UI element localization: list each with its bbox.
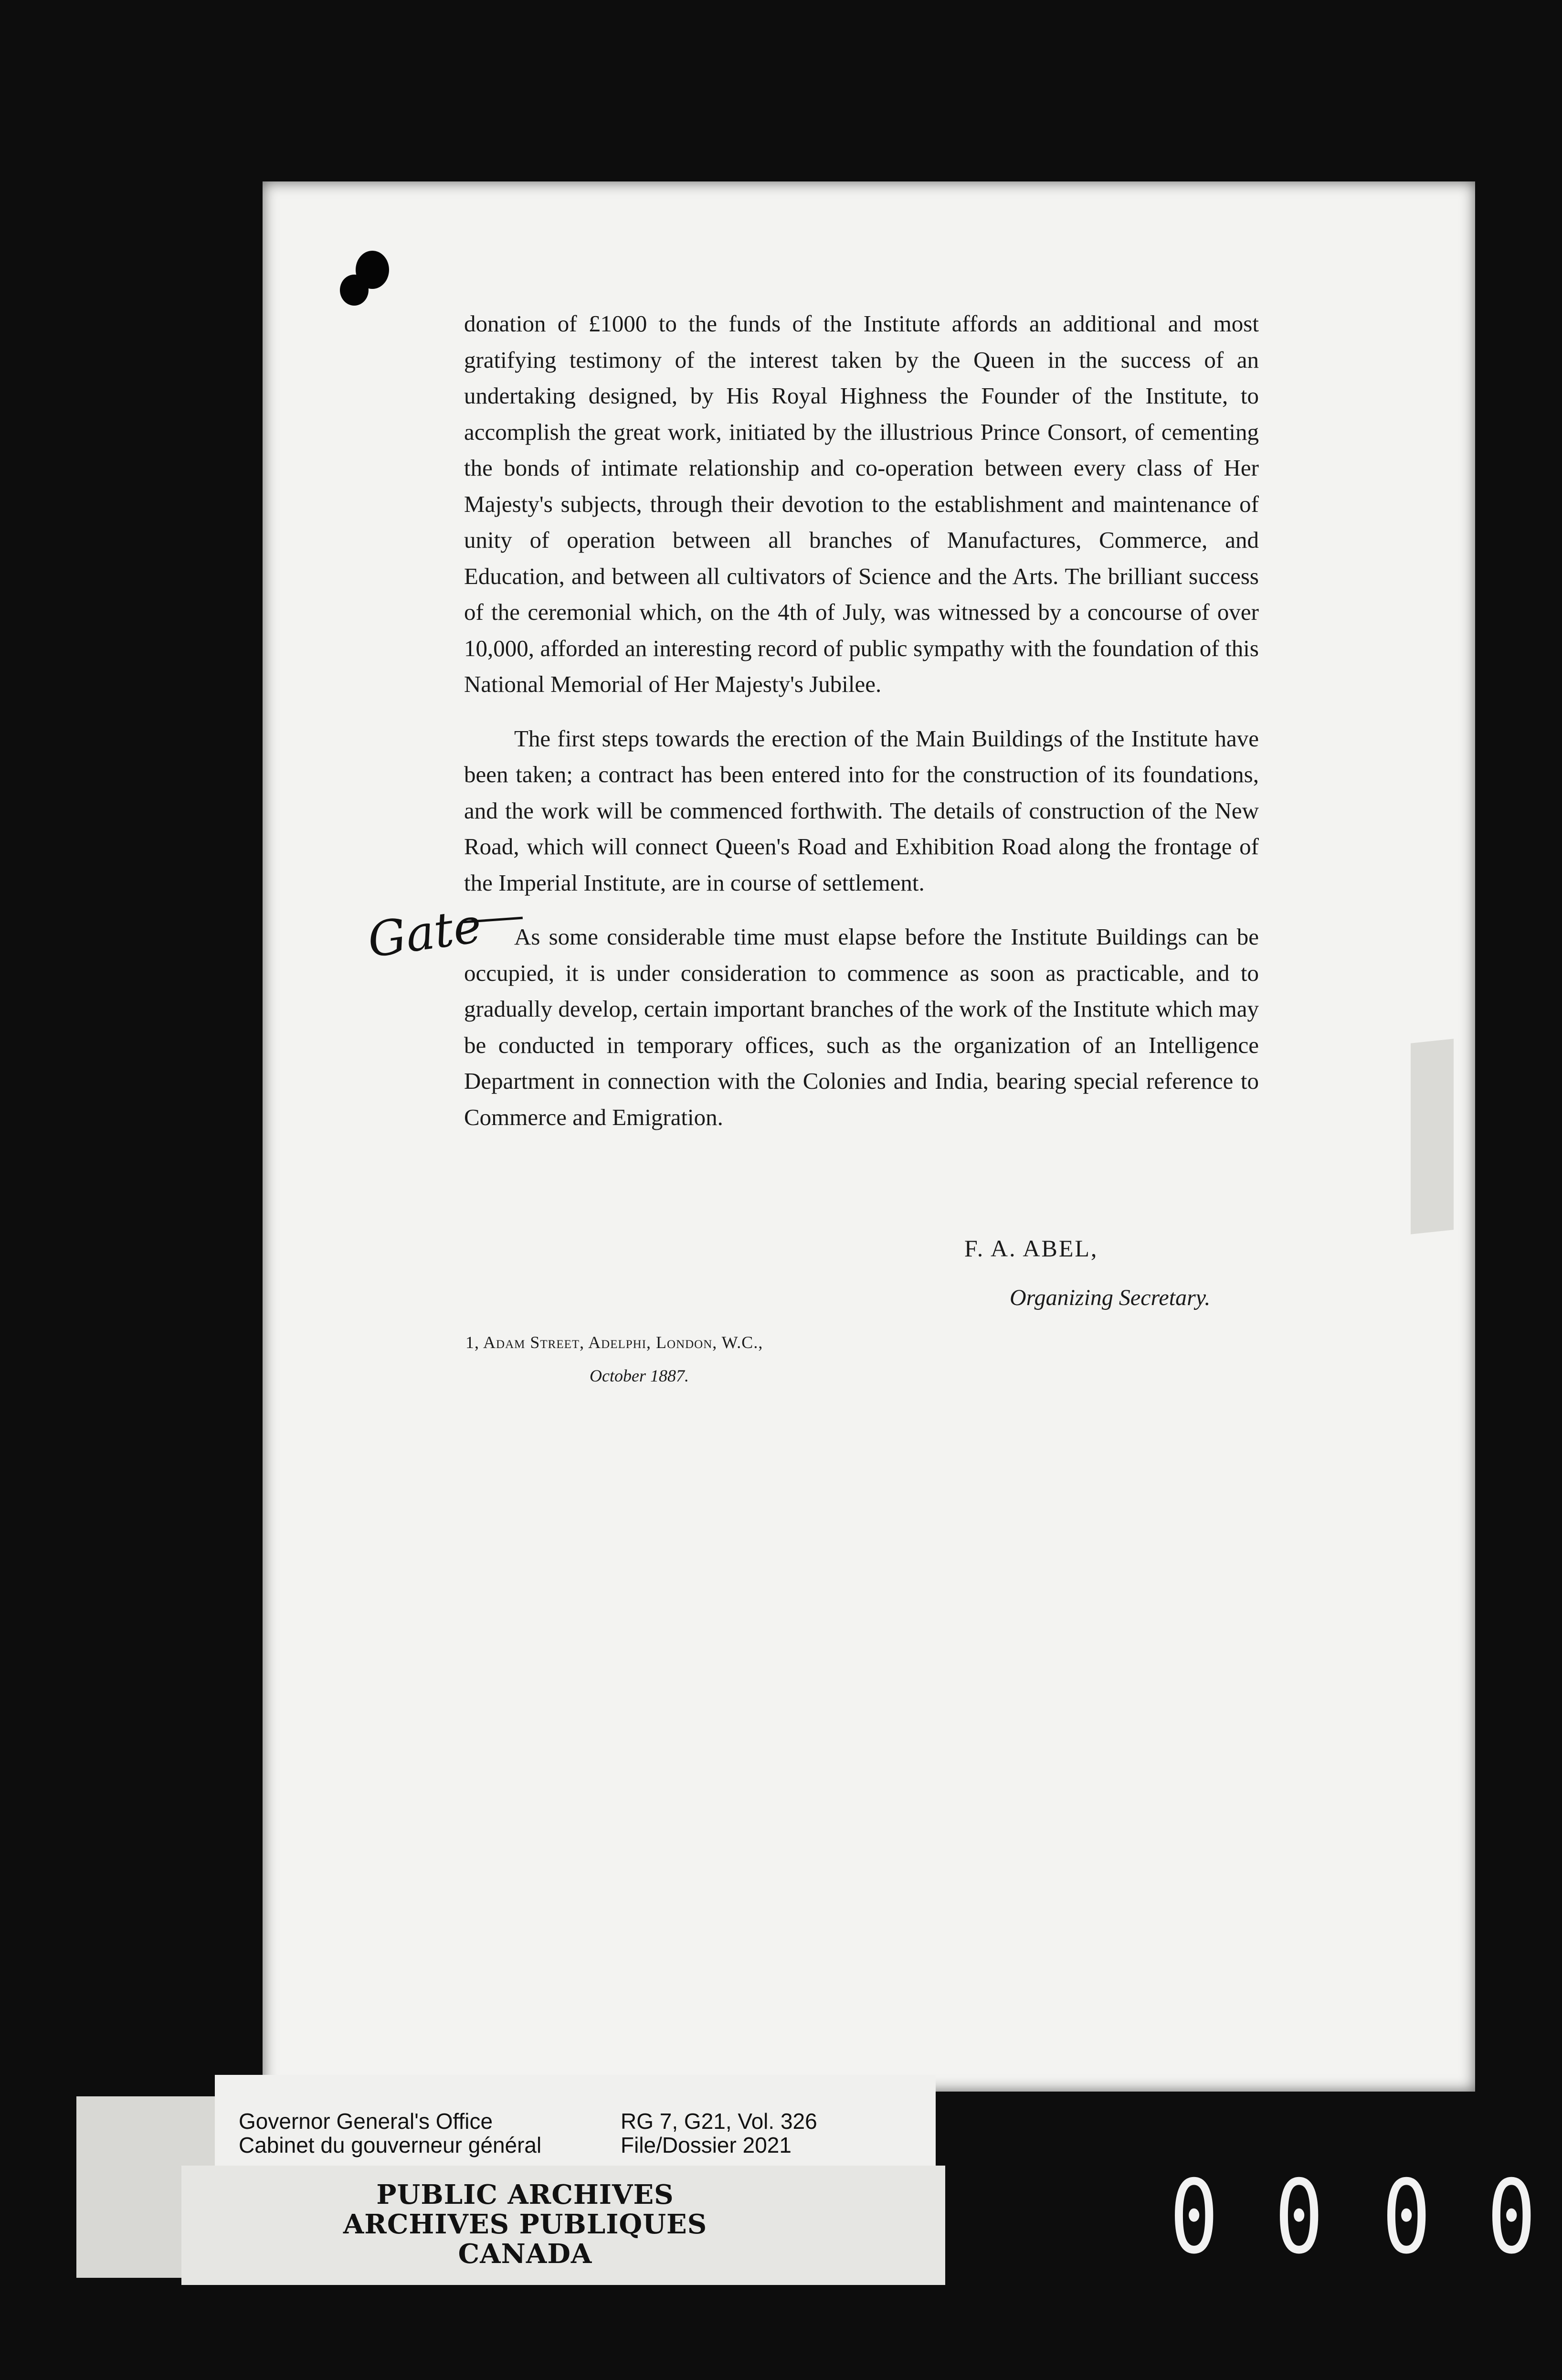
letter-date: October 1887. [590,1366,689,1385]
archives-line-1: PUBLIC ARCHIVES [376,2179,674,2210]
signature-name: F. A. ABEL, [964,1235,1098,1262]
letter-body [464,306,1259,1135]
sender-address: 1, Adam Street, Adelphi, London, W.C., [465,1333,763,1352]
paragraph-2: The first steps towards the erection of the Main Buildings of the Institute have been taken; a contract has been entered into for the construction of its foundations, and the work will be commenced forthwith. The details of construction of the New Road, which will connect Queen's Road and Exhibition Road along the frontage of the Imperial Institute, are in course of settlement. [464,725,1259,896]
file-number: File/Dossier 2021 [621,2133,792,2157]
frame-digit: 0 [1382,2158,1431,2277]
punch-hole-icon [340,275,369,306]
torn-edge [1411,1039,1454,1234]
handwritten-annotation: Gate [364,897,485,969]
frame-digit: 0 [1487,2158,1536,2277]
frame-digit: 0 [1170,2158,1219,2277]
signature-title: Organizing Secretary. [1010,1285,1211,1310]
paragraph-1: donation of £1000 to the funds of the Institute affords an additional and most gratifying testimony of the interest taken by the Queen in the success of an undertaking designed, by His Royal Highness the Founder of the Institute, to accomplish the great work, initiated by the illustrious Prince Consort, of cementing the bonds of intimate relationship and co-operation between every class of Her Majesty's subjects, through their devotion to the establishment and maintenance of unity of operation between all branches of Manufactures, Commerce, and Education, and between all cultivators of Science and the Arts. The brilliant success of the ceremonial which, on the 4th of July, was witnessed by a concourse of over 10,000, afforded an interesting record of public sympathy with the foundation of this National Memorial of Her Majesty's Jubilee. [464,310,1259,697]
archives-line-2: ARCHIVES PUBLIQUES [343,2209,707,2240]
record-group: RG 7, G21, Vol. 326 [621,2109,817,2134]
archives-line-3: CANADA [458,2238,592,2270]
office-english: Governor General's Office [239,2109,493,2134]
frame-digit: 0 [1275,2158,1324,2277]
archives-stamp [334,2180,716,2269]
office-french: Cabinet du gouverneur général [239,2133,542,2157]
paragraph-3: As some considerable time must elapse before the Institute Buildings can be occupied, it is under consideration to commence as soon as practicable, and to gradually develop, certain important branches of the work of the Institute which may be conducted in temporary offices, such as the organization of an Intelligence Department in connection with the Colonies and India, bearing special reference to Commerce and Emigration. [464,924,1259,1130]
